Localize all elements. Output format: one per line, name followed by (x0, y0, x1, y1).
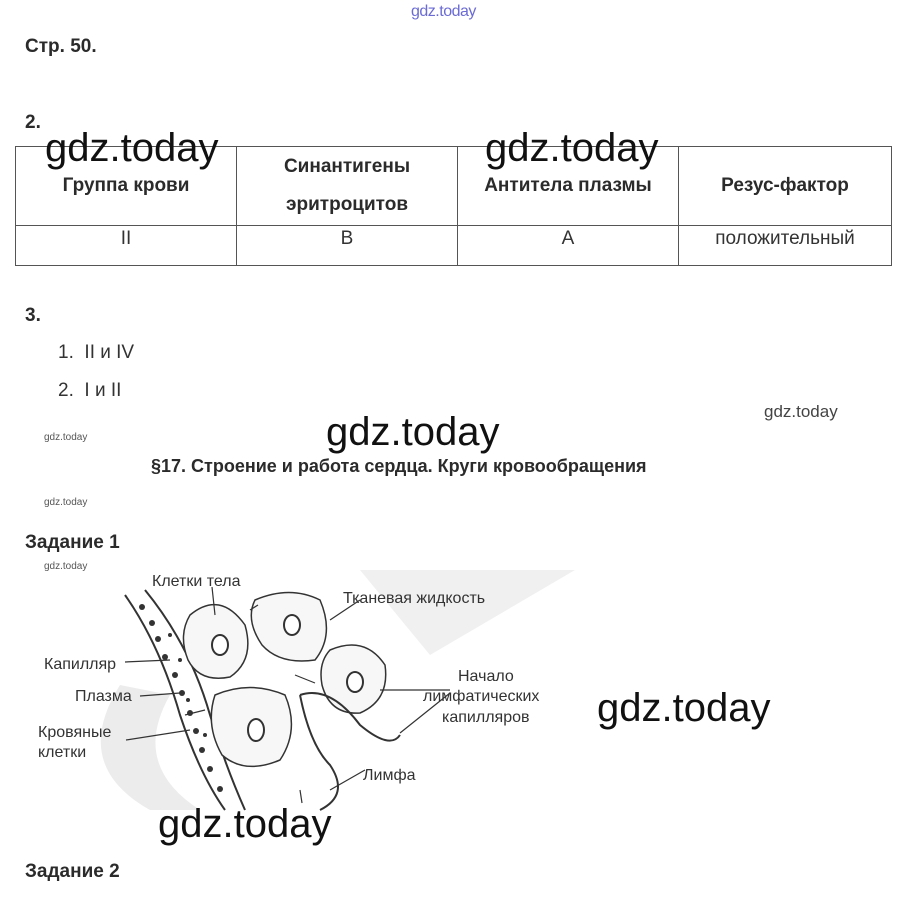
task2-number: 2. (25, 112, 41, 133)
figure-label-blood-cells-2: клетки (38, 744, 87, 761)
watermark: gdz.today (44, 432, 88, 443)
table-cell: A (458, 226, 679, 266)
watermark: gdz.today (158, 802, 332, 846)
watermark: gdz.today (45, 126, 219, 170)
table-cell: B (237, 226, 458, 266)
figure-label-lymph: Лимфа (363, 767, 416, 784)
watermark: gdz.today (44, 561, 88, 572)
table-cell: положительный (679, 226, 892, 266)
page-label: Стр. 50. (25, 36, 97, 57)
table-header-cell: Синантигены эритроцитов (237, 147, 458, 226)
watermark: gdz.today (485, 126, 659, 170)
watermark: gdz.today (764, 402, 838, 421)
figure-label-tissue-fluid: Тканевая жидкость (343, 590, 486, 607)
zadanie2-heading: Задание 2 (25, 861, 120, 882)
figure-label-plasma: Плазма (75, 688, 132, 705)
figure-label-lymph-start-2: лимфатических (423, 688, 540, 705)
figure-label-lymph-start-3: капилляров (442, 709, 530, 726)
watermark-top: gdz.today (411, 3, 476, 20)
table-header-cell: Резус-фактор (679, 147, 892, 226)
zadanie1-heading: Задание 1 (25, 532, 120, 553)
watermark: gdz.today (44, 497, 88, 508)
figure-label-lymph-start-1: Начало (458, 668, 514, 685)
list-item: 1. II и IV (58, 342, 135, 363)
watermark: gdz.today (326, 410, 500, 454)
watermark: gdz.today (597, 686, 771, 730)
table-header-cell: Антитела плазмы (458, 147, 679, 226)
figure-label-blood-cells-1: Кровяные (38, 724, 112, 741)
figure-label-body-cells: Клетки тела (152, 573, 241, 590)
list-item: 2. I и II (58, 380, 122, 401)
section-title: §17. Строение и работа сердца. Круги кровообращения (151, 456, 647, 476)
task3-number: 3. (25, 305, 41, 326)
figure-label-capillary: Капилляр (44, 656, 117, 673)
table-cell: II (16, 226, 237, 266)
table-row (16, 226, 892, 266)
table-header-cell: Группа крови (16, 147, 237, 226)
